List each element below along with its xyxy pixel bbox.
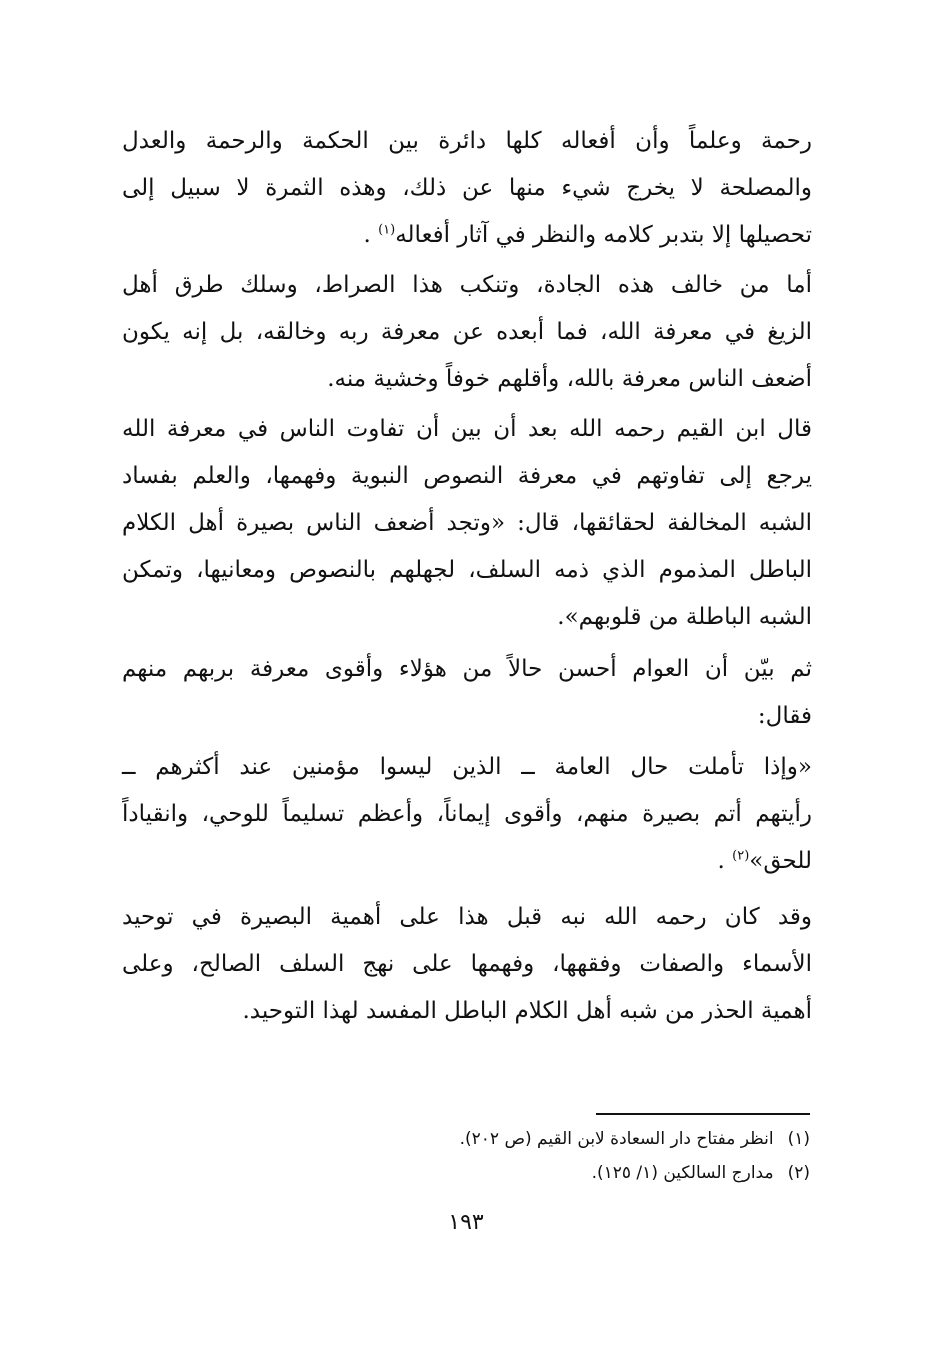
text-line: «وإذا تأملت حال العامة ــ الذين ليسوا مؤمنين عند أكثرهم ــ (122, 754, 812, 780)
text-line-content: للحق» (749, 848, 812, 874)
text-line: الأسماء والصفات وفقهها، وفهمها على نهج السلف الصالح، وعلى (122, 951, 812, 977)
paragraph-1 (122, 118, 812, 259)
footnote-1 (300, 1122, 810, 1156)
paragraph-4 (122, 646, 812, 740)
footnote-reference-1[interactable]: (١) (378, 222, 396, 238)
paragraph-6 (122, 894, 812, 1035)
text-line: الشبه المخالفة لحقائقها، قال: «وتجد أضعف الناس بصيرة أهل الكلام (122, 510, 812, 536)
footnote-2 (300, 1156, 810, 1190)
text-line: رحمة وعلماً وأن أفعاله كلها دائرة بين الحكمة والرحمة والعدل (122, 128, 812, 154)
footnote-text: انظر مفتاح دار السعادة لابن القيم (ص ٢٠٢). (459, 1129, 774, 1149)
footnote-number: (٢) (787, 1163, 810, 1183)
text-line (122, 838, 812, 885)
text-line: فقال: (757, 703, 812, 729)
text-line: أما من خالف هذه الجادة، وتنكب هذا الصراط، وسلك طرق أهل (122, 272, 812, 298)
text-line (122, 212, 812, 259)
text-line: وقد كان رحمه الله نبه قبل هذا على أهمية البصيرة في توحيد (122, 904, 812, 930)
footnotes (300, 1122, 810, 1190)
text-line: أهمية الحذر من شبه أهل الكلام الباطل المفسد لهذا التوحيد. (242, 998, 812, 1024)
page-number: ١٩٣ (448, 1210, 484, 1235)
paragraph-3 (122, 406, 812, 641)
text-line: قال ابن القيم رحمه الله بعد أن بين أن تفاوت الناس في معرفة الله (122, 416, 812, 442)
paragraph-2 (122, 262, 812, 403)
text-line: الباطل المذموم الذي ذمه السلف، لجهلهم بالنصوص ومعانيها، وتمكن (122, 557, 812, 583)
text-line: الشبه الباطلة من قلوبهم». (557, 604, 812, 630)
text-line-content: تحصيلها إلا بتدبر كلامه والنظر في آثار أفعاله (395, 222, 812, 248)
text-line: ثم بيّن أن العوام أحسن حالاً من هؤلاء وأقوى معرفة بربهم منهم (122, 656, 812, 682)
footnote-separator (596, 1113, 810, 1115)
text-line: رأيتهم أتم بصيرة منهم، وأقوى إيماناً، وأعظم تسليماً للوحي، وانقياداً (122, 801, 812, 827)
paragraph-5-quote (122, 744, 812, 885)
line-tail: . (363, 222, 379, 248)
text-line: والمصلحة لا يخرج شيء منها عن ذلك، وهذه الثمرة لا سبيل إلى (122, 175, 812, 201)
footnote-reference-2[interactable]: (٢) (732, 848, 750, 864)
text-line: الزيغ في معرفة الله، فما أبعده عن معرفة ربه وخالقه، بل إنه يكون (122, 319, 812, 345)
line-tail: . (717, 848, 733, 874)
text-line: أضعف الناس معرفة بالله، وأقلهم خوفاً وخشية منه. (327, 366, 812, 392)
footnote-number: (١) (787, 1129, 810, 1149)
text-line: يرجع إلى تفاوتهم في معرفة النصوص النبوية وفهمها، والعلم بفساد (122, 463, 812, 489)
footnote-text: مدارج السالكين (١/ ١٢٥). (591, 1163, 774, 1183)
